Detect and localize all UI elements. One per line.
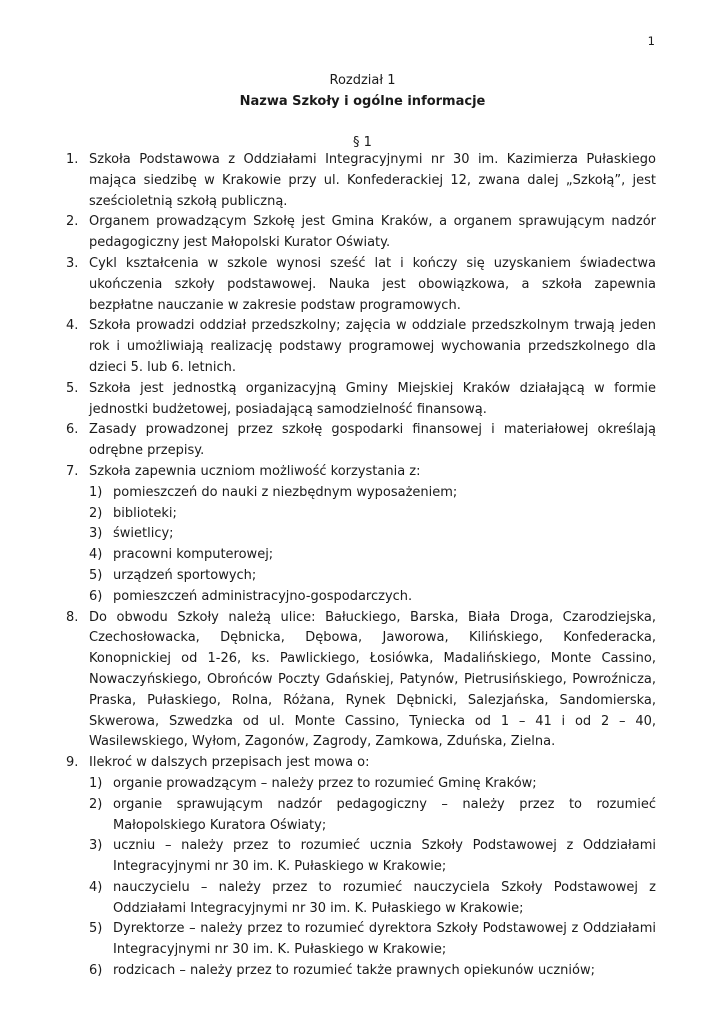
- sub-item-number: 1): [89, 775, 103, 791]
- sub-item-text: urządzeń sportowych;: [113, 567, 257, 583]
- sub-item: [89, 566, 656, 587]
- list-item-number: 8.: [66, 609, 79, 625]
- sub-item: [89, 774, 656, 795]
- sub-item-text: pracowni komputerowej;: [113, 547, 274, 563]
- sub-item-text: rodzicach – należy przez to rozumieć także prawnych opiekunów uczniów;: [113, 963, 595, 979]
- sub-item-text: świetlicy;: [113, 526, 174, 542]
- list-item-text: Zasady prowadzonej przez szkołę gospodarki finansowej i materiałowej określają odrębne przepisy.: [89, 422, 656, 459]
- list-item-number: 1.: [66, 152, 79, 167]
- list-item-number: 7.: [66, 463, 79, 479]
- list-item-number: 9.: [66, 755, 79, 771]
- list-item-number: 2.: [66, 214, 79, 230]
- sub-item-text: organie prowadzącym – należy przez to rozumieć Gminę Kraków;: [113, 775, 537, 791]
- sub-item: [89, 878, 656, 920]
- chapter-heading: Rozdział 1: [329, 73, 396, 88]
- list-item-9: [66, 753, 656, 982]
- list-item-text: Szkoła Podstawowa z Oddziałami Integracyjnymi nr 30 im. Kazimierza Pułaskiego mająca siedzibę w Krakowie przy ul. Konfederackiej 12, zwana dalej „Szkołą”, jest sześcioletnią szkołą publiczną.: [89, 152, 656, 209]
- sub-item-text: pomieszczeń do nauki z niezbędnym wyposażeniem;: [113, 484, 458, 500]
- list-item-text: Do obwodu Szkoły należą ulice: Bałuckiego, Barska, Biała Droga, Czarodziejska, Czechosłowacka, Dębnicka, Dębowa, Jaworowa, Kilińskiego, Konfederacka, Konopnickiej od 1-26, ks. Pawlickiego, Łosiówka, Madalińskiego, Monte Cassino, Nowaczyńskiego, Obrońców Poczty Gdańskiej, Patynów, Pietrusińskiego, Powroźnicza, Praska, Pułaskiego, Rolna, Różana, Rynek Dębnicki, Salezjańska, Sandomierska, Skwerowa, Szwedzka od ul. Monte Cassino, Tyniecka od 1 – 41 i od 2 – 40, Wasilewskiego, Wyłom, Zagonów, Zagrody, Zamkowa, Zduńska, Zielna.: [89, 609, 656, 750]
- list-item-1: [66, 150, 656, 212]
- list-item-text: Szkoła zapewnia uczniom możliwość korzystania z:: [89, 463, 421, 479]
- list-item-8: [66, 608, 656, 754]
- sub-item-number: 3): [89, 838, 103, 854]
- sub-item: [89, 961, 656, 982]
- sub-item-number: 5): [89, 921, 103, 937]
- sub-item-number: 2): [89, 505, 103, 521]
- sub-item-text: Dyrektorze – należy przez to rozumieć dyrektora Szkoły Podstawowej z Oddziałami Integracyjnymi nr 30 im. K. Pułaskiego w Krakowie;: [113, 921, 656, 958]
- sub-item: [89, 504, 656, 525]
- sub-item-text: pomieszczeń administracyjno-gospodarczych.: [113, 588, 413, 604]
- sub-item-number: 6): [89, 963, 103, 979]
- list-item-number: 6.: [66, 422, 79, 438]
- sub-item-number: 2): [89, 796, 103, 812]
- sub-item-number: 3): [89, 526, 103, 542]
- sub-item-number: 1): [89, 484, 103, 500]
- list-item-text: Organem prowadzącym Szkołę jest Gmina Kraków, a organem sprawującym nadzór pedagogiczny jest Małopolski Kurator Oświaty.: [89, 214, 656, 251]
- list-item-5: [66, 379, 656, 421]
- sub-item-text: nauczycielu – należy przez to rozumieć nauczyciela Szkoły Podstawowej z Oddziałami Integracyjnymi nr 30 im. K. Pułaskiego w Krakowie;: [113, 879, 656, 916]
- list-item-2: [66, 212, 656, 254]
- list-item-4: [66, 316, 656, 378]
- section-content: [66, 150, 656, 982]
- sub-item: [89, 483, 656, 504]
- sub-item-number: 4): [89, 879, 103, 895]
- sub-item: [89, 524, 656, 545]
- sub-item: [89, 545, 656, 566]
- sub-item-text: uczniu – należy przez to rozumieć ucznia Szkoły Podstawowej z Oddziałami Integracyjnymi nr 30 im. K. Pułaskiego w Krakowie;: [113, 838, 656, 875]
- sub-item: [89, 587, 656, 608]
- sub-item-number: 4): [89, 547, 103, 563]
- sub-item-text: organie sprawującym nadzór pedagogiczny – należy przez to rozumieć Małopolskiego Kuratora Oświaty;: [113, 796, 656, 833]
- list-item-text: Ilekroć w dalszych przepisach jest mowa o:: [89, 755, 370, 771]
- section-mark: § 1: [353, 135, 372, 150]
- list-item-number: 5.: [66, 380, 79, 396]
- page-number: 1: [647, 34, 655, 48]
- list-item-text: Szkoła jest jednostką organizacyjną Gminy Miejskiej Kraków działającą w formie jednostki budżetowej, posiadającą samodzielność finansową.: [89, 380, 656, 417]
- sub-item-text: biblioteki;: [113, 505, 177, 521]
- sub-item: [89, 919, 656, 961]
- sub-item-number: 6): [89, 588, 103, 604]
- sub-item-number: 5): [89, 567, 103, 583]
- list-item-number: 3.: [66, 255, 79, 271]
- sub-item: [89, 836, 656, 878]
- list-item-text: Cykl kształcenia w szkole wynosi sześć lat i kończy się uzyskaniem świadectwa ukończenia szkoły podstawowej. Nauka jest obowiązkowa, a szkoła zapewnia bezpłatne nauczanie w zakresie podstaw programowych.: [89, 255, 656, 313]
- list-item-3: [66, 254, 656, 316]
- chapter-title: Nazwa Szkoły i ogólne informacje: [239, 94, 486, 109]
- list-item-6: [66, 420, 656, 462]
- list-item-text: Szkoła prowadzi oddział przedszkolny; zajęcia w oddziale przedszkolnym trwają jeden rok i umożliwiają realizację podstawy programowej wychowania przedszkolnego dla dzieci 5. lub 6. letnich.: [89, 318, 656, 375]
- list-item-number: 4.: [66, 318, 79, 334]
- list-item-7: [66, 462, 656, 608]
- sub-item: [89, 795, 656, 837]
